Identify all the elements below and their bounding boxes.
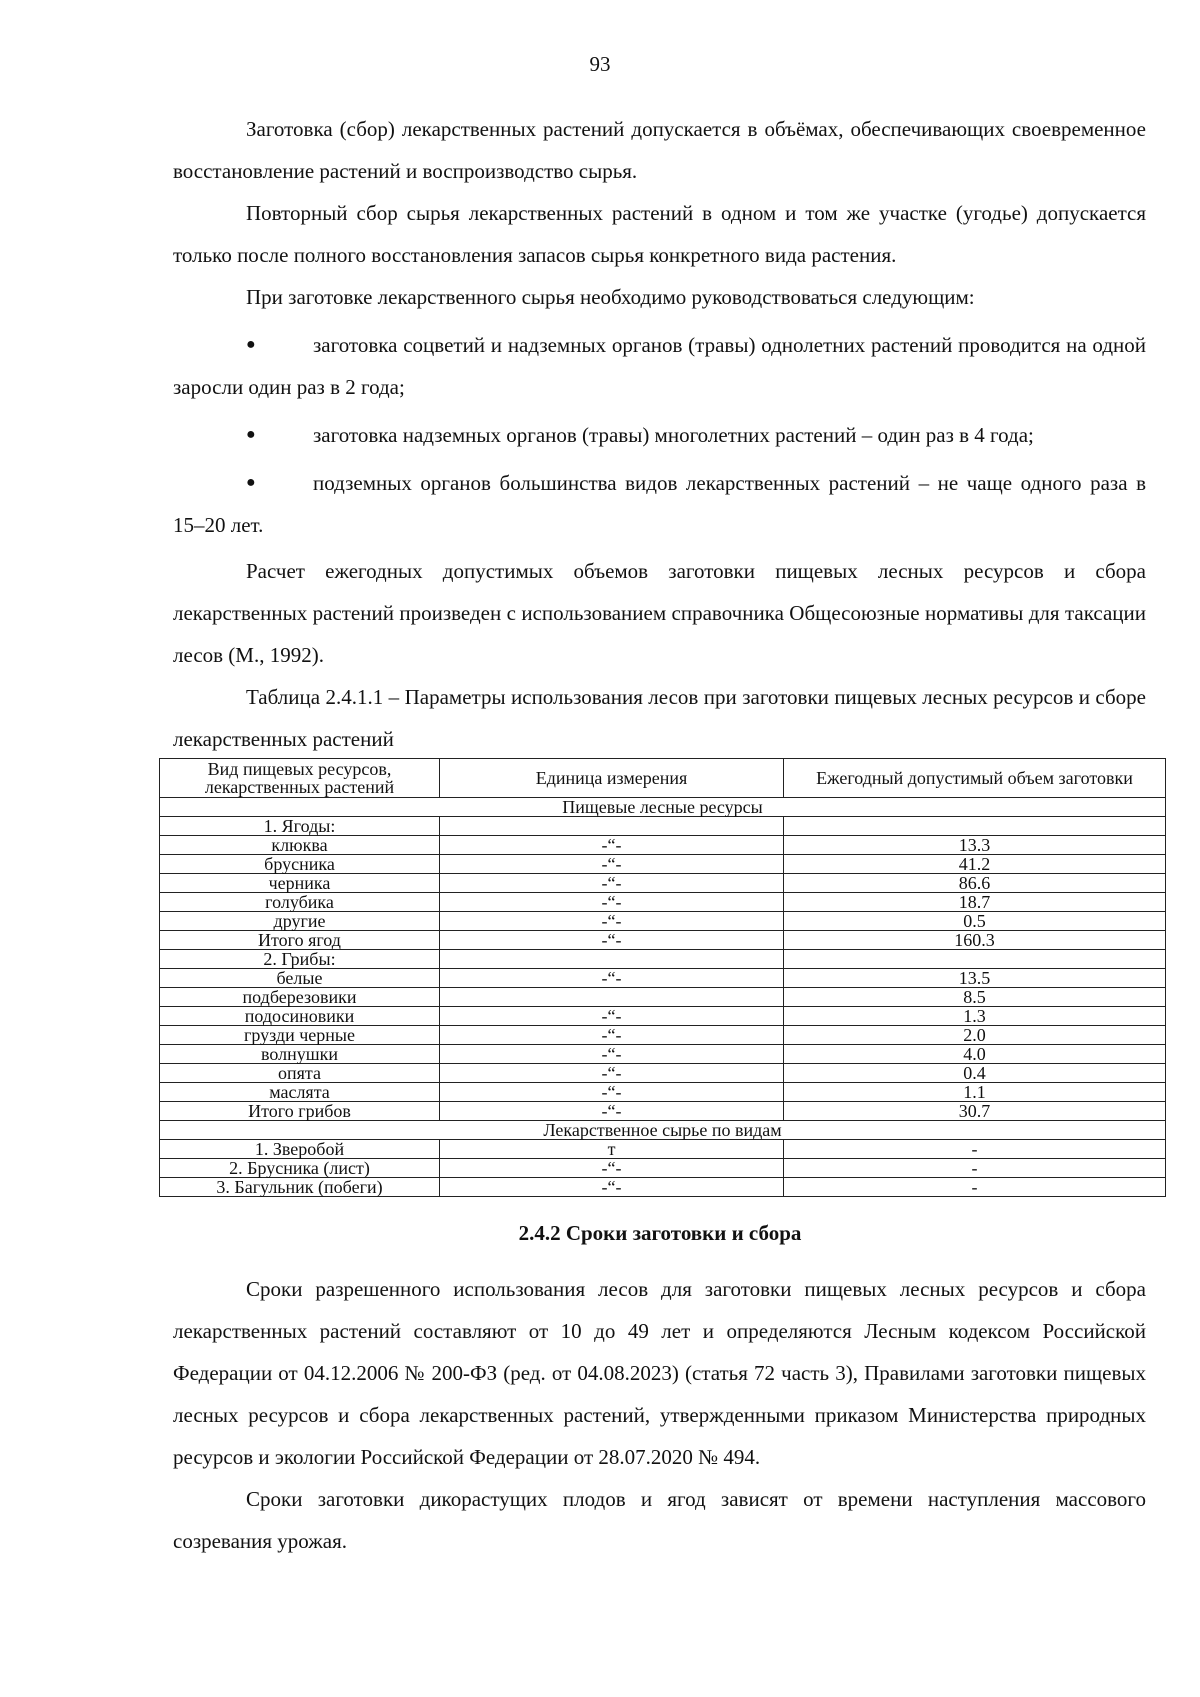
table-cell: - bbox=[784, 1159, 1166, 1178]
table-cell: -“- bbox=[440, 1064, 784, 1083]
table-cell: 30.7 bbox=[784, 1102, 1166, 1121]
table-cell: -“- bbox=[440, 1045, 784, 1064]
table-row bbox=[160, 836, 1166, 855]
bullet-icon: ● bbox=[246, 474, 256, 491]
table-cell: Итого ягод bbox=[160, 931, 440, 950]
table-cell: белые bbox=[160, 969, 440, 988]
table-row bbox=[160, 912, 1166, 931]
table-cell: маслята bbox=[160, 1083, 440, 1102]
table-cell: 0.4 bbox=[784, 1064, 1166, 1083]
table-cell: черника bbox=[160, 874, 440, 893]
table-cell: -“- bbox=[440, 1083, 784, 1102]
table-cell: 4.0 bbox=[784, 1045, 1166, 1064]
table-cell: -“- bbox=[440, 931, 784, 950]
table-cell: 2. Брусника (лист) bbox=[160, 1159, 440, 1178]
table-cell: -“- bbox=[440, 912, 784, 931]
table-cell bbox=[784, 817, 1166, 836]
bullet-icon: ● bbox=[246, 336, 256, 353]
table-header-row bbox=[160, 759, 1166, 798]
table-cell: -“- bbox=[440, 1159, 784, 1178]
table-section-cell: Лекарственное сырье по видам bbox=[160, 1121, 1166, 1140]
resources-table bbox=[159, 758, 1166, 1197]
table-cell: -“- bbox=[440, 874, 784, 893]
table-row bbox=[160, 1083, 1166, 1102]
table-row bbox=[160, 1159, 1166, 1178]
paragraph: Сроки разрешенного использования лесов для заготовки пищевых лесных ресурсов и сбора лекарственных растений составляют от 10 до 49 лет и определяются Лесным кодексом Российской Федерации от 04.12.2006 № 200-ФЗ (ред. от 04.08.2023) (статья 72 часть 3), Правилами заготовки пищевых лесных ресурсов и сбора лекарственных растений, утвержденными приказом Министерства природных ресурсов и экологии Российской Федерации от 28.07.2020 № 494. bbox=[173, 1277, 1146, 1469]
table-cell: 13.3 bbox=[784, 836, 1166, 855]
table-cell: 41.2 bbox=[784, 855, 1166, 874]
table-cell: -“- bbox=[440, 1026, 784, 1045]
table-cell bbox=[440, 988, 784, 1007]
table-section-row bbox=[160, 1121, 1166, 1140]
table-cell: другие bbox=[160, 912, 440, 931]
table-cell: 18.7 bbox=[784, 893, 1166, 912]
table-section-cell: Пищевые лесные ресурсы bbox=[160, 798, 1166, 817]
table-row bbox=[160, 950, 1166, 969]
table-cell: грузди черные bbox=[160, 1026, 440, 1045]
table-cell: -“- bbox=[440, 969, 784, 988]
paragraph: Сроки заготовки дикорастущих плодов и ягод зависят от времени наступления массового созревания урожая. bbox=[173, 1487, 1146, 1553]
table-cell: опята bbox=[160, 1064, 440, 1083]
paragraph: При заготовке лекарственного сырья необходимо руководствоваться следующим: bbox=[246, 285, 975, 309]
table-header-cell: Единица измерения bbox=[440, 759, 784, 798]
table-cell: 8.5 bbox=[784, 988, 1166, 1007]
table-cell: голубика bbox=[160, 893, 440, 912]
table-cell: - bbox=[784, 1178, 1166, 1197]
table-cell: -“- bbox=[440, 1007, 784, 1026]
table-cell: клюква bbox=[160, 836, 440, 855]
table-cell: 160.3 bbox=[784, 931, 1166, 950]
table-cell: 0.5 bbox=[784, 912, 1166, 931]
table-cell: 1. Зверобой bbox=[160, 1140, 440, 1159]
table-header-cell: Вид пищевых ресурсов, лекарственных растений bbox=[160, 759, 440, 798]
table-cell bbox=[440, 817, 784, 836]
table-header-cell: Ежегодный допустимый объем заготовки bbox=[784, 759, 1166, 798]
table-cell: Итого грибов bbox=[160, 1102, 440, 1121]
table-cell: -“- bbox=[440, 893, 784, 912]
table-cell: т bbox=[440, 1140, 784, 1159]
bullet-item bbox=[173, 462, 1146, 546]
table-cell: -“- bbox=[440, 836, 784, 855]
paragraph-calculation: Расчет ежегодных допустимых объемов заготовки пищевых лесных ресурсов и сбора лекарственных растений произведен с использованием справочника Общесоюзные нормативы для таксации лесов (М., 1992). bbox=[173, 559, 1146, 667]
table-cell bbox=[784, 950, 1166, 969]
table-cell: -“- bbox=[440, 1178, 784, 1197]
paragraph: Заготовка (сбор) лекарственных растений допускается в объёмах, обеспечивающих своевременное восстановление растений и воспроизводство сырья. bbox=[173, 117, 1146, 183]
table-cell: 1. Ягоды: bbox=[160, 817, 440, 836]
page-number: 93 bbox=[589, 52, 611, 76]
table-row bbox=[160, 969, 1166, 988]
table-cell: 3. Багульник (побеги) bbox=[160, 1178, 440, 1197]
table-cell: волнушки bbox=[160, 1045, 440, 1064]
table-cell: - bbox=[784, 1140, 1166, 1159]
table-row bbox=[160, 855, 1166, 874]
table-cell: 2. Грибы: bbox=[160, 950, 440, 969]
table-cell: 86.6 bbox=[784, 874, 1166, 893]
bullet-text: заготовка соцветий и надземных органов (травы) однолетних растений проводится на одной заросли один раз в 2 года; bbox=[173, 333, 1146, 399]
table-cell bbox=[440, 950, 784, 969]
bullet-icon: ● bbox=[246, 426, 256, 443]
table-row bbox=[160, 1026, 1166, 1045]
section-heading: 2.4.2 Сроки заготовки и сбора bbox=[518, 1221, 802, 1245]
bottom-text-block bbox=[173, 1268, 1146, 1562]
table-row bbox=[160, 874, 1166, 893]
table-row bbox=[160, 1064, 1166, 1083]
table-row bbox=[160, 1045, 1166, 1064]
table-cell: подберезовики bbox=[160, 988, 440, 1007]
table-cell: -“- bbox=[440, 855, 784, 874]
table-row bbox=[160, 1007, 1166, 1026]
table-row bbox=[160, 931, 1166, 950]
table-row bbox=[160, 1102, 1166, 1121]
table-section-row bbox=[160, 798, 1166, 817]
table-cell: 2.0 bbox=[784, 1026, 1166, 1045]
table-row bbox=[160, 893, 1166, 912]
table-row bbox=[160, 1178, 1166, 1197]
table-cell: 13.5 bbox=[784, 969, 1166, 988]
table-cell: 1.3 bbox=[784, 1007, 1166, 1026]
bullet-text: подземных органов большинства видов лекарственных растений – не чаще одного раза в 15–20 лет. bbox=[173, 471, 1146, 537]
table-row bbox=[160, 817, 1166, 836]
table-caption: Таблица 2.4.1.1 – Параметры использования лесов при заготовки пищевых лесных ресурсов и сборе лекарственных растений bbox=[173, 685, 1146, 751]
table-body bbox=[160, 798, 1166, 1197]
table-cell: -“- bbox=[440, 1102, 784, 1121]
table-row bbox=[160, 988, 1166, 1007]
table-cell: 1.1 bbox=[784, 1083, 1166, 1102]
table-container bbox=[159, 758, 1165, 1197]
top-text-block bbox=[173, 108, 1146, 760]
paragraph: Повторный сбор сырья лекарственных растений в одном и том же участке (угодье) допускается только после полного восстановления запасов сырья конкретного вида растения. bbox=[173, 201, 1146, 267]
bullet-text: заготовка надземных органов (травы) многолетних растений – один раз в 4 года; bbox=[313, 423, 1034, 447]
bullet-item bbox=[173, 414, 1146, 456]
bullet-item bbox=[173, 324, 1146, 408]
table-row bbox=[160, 1140, 1166, 1159]
table-cell: подосиновики bbox=[160, 1007, 440, 1026]
table-cell: брусника bbox=[160, 855, 440, 874]
